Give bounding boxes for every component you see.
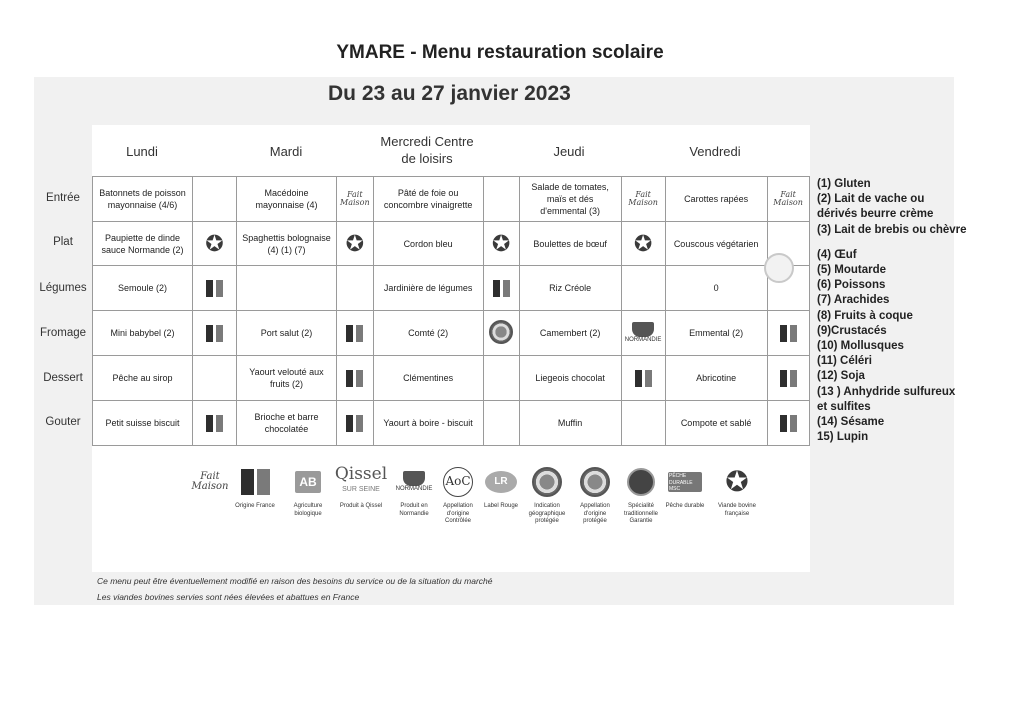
menu-cell: Petit suisse biscuit <box>93 401 193 446</box>
row-label-fromage: Fromage <box>39 327 87 339</box>
menu-cell-icons <box>337 266 374 311</box>
menu-cell: Batonnets de poisson mayonnaise (4/6) <box>93 177 193 222</box>
menu-cell-icons <box>193 222 237 266</box>
menu-row-fromage <box>93 311 810 356</box>
menu-cell-icons <box>193 356 237 401</box>
day-header-jeudi: Jeudi <box>553 144 585 159</box>
aoc-icon: AoC <box>443 467 473 497</box>
menu-cell: Liegeois chocolat <box>519 356 621 401</box>
menu-cell-icons <box>483 222 519 266</box>
menu-cell-icons <box>483 311 519 356</box>
allergen-item: (5) Moutarde <box>817 264 886 277</box>
origine-france-icon <box>635 370 652 387</box>
day-header-mercredi: Mercredi Centre de loisirs <box>380 134 474 166</box>
viande-bovine-francaise-icon: ✪ <box>345 230 365 256</box>
menu-cell: Clémentines <box>373 356 483 401</box>
menu-cell-icons <box>621 266 665 311</box>
menu-cell: Camembert (2) <box>519 311 621 356</box>
legend-qissel: Qissel SUR SEINE Produit à Qissel <box>334 464 388 509</box>
legend-aoc: AoC Appellation d'origine Contrôlée <box>436 463 480 526</box>
menu-cell-icons <box>337 356 374 401</box>
legend-stg: Spécialité traditionnelle Garantie <box>618 463 664 526</box>
menu-cell-icons <box>767 356 809 401</box>
origine-france-icon <box>241 469 270 495</box>
day-header-lundi: Lundi <box>126 144 158 159</box>
igp-icon <box>532 467 562 497</box>
menu-cell-icons <box>621 177 665 222</box>
legend-origine-france: Origine France <box>232 463 278 511</box>
legend-label-rouge: LR Label Rouge <box>480 463 522 511</box>
menu-cell: Mini babybel (2) <box>93 311 193 356</box>
allergen-item: (2) Lait de vache ou dérivés beurre crème <box>817 193 934 221</box>
menu-cell: Spaghettis bolognaise (4) (1) (7) <box>237 222 337 266</box>
menu-cell-icons <box>193 266 237 311</box>
origine-france-icon <box>780 325 797 342</box>
menu-cell: Carottes rapées <box>665 177 767 222</box>
normandie-icon: NORMANDIE <box>396 471 433 493</box>
week-dates: Du 23 au 27 janvier 2023 <box>328 82 571 105</box>
aop-icon <box>489 320 513 344</box>
menu-cell <box>237 266 337 311</box>
allergen-item: (7) Arachides <box>817 294 890 307</box>
day-header-vendredi: Vendredi <box>689 144 741 159</box>
menu-cell-icons <box>483 401 519 446</box>
allergen-item: (8) Fruits à coque <box>817 309 913 322</box>
stg-icon <box>627 468 655 496</box>
menu-cell-icons <box>337 222 374 266</box>
menu-cell: Pâté de foie ou concombre vinaigrette <box>373 177 483 222</box>
allergen-list <box>817 177 967 445</box>
viande-bovine-francaise-icon: ✪ <box>205 230 224 256</box>
allergen-item: 15) Lupin <box>817 431 869 444</box>
origine-france-icon <box>346 370 363 387</box>
row-label-plat: Plat <box>53 236 73 248</box>
day-header-mardi: Mardi <box>269 144 303 159</box>
menu-cell: 0 <box>665 266 767 311</box>
viande-bovine-francaise-icon: ✪ <box>725 466 749 497</box>
fait-maison-icon: Fait Maison <box>628 189 658 207</box>
row-label-legumes: Légumes <box>39 282 87 294</box>
viande-bovine-francaise-icon: ✪ <box>491 230 511 256</box>
menu-cell: Cordon bleu <box>373 222 483 266</box>
menu-cell: Jardinière de légumes <box>373 266 483 311</box>
menu-cell: Macédoine mayonnaise (4) <box>237 177 337 222</box>
menu-cell-icons <box>483 177 519 222</box>
legend-normandie: NORMANDIE Produit en Normandie <box>394 463 434 518</box>
origine-france-icon <box>206 325 223 342</box>
origine-france-icon <box>346 415 363 432</box>
msc-icon: PÊCHE DURABLE MSC <box>668 472 702 492</box>
allergen-item: (4) Œuf <box>817 248 857 261</box>
allergen-item: (3) Lait de brebis ou chèvre <box>817 223 967 236</box>
origine-france-icon <box>780 415 797 432</box>
menu-table <box>92 176 810 446</box>
menu-cell: Pêche au sirop <box>93 356 193 401</box>
origine-france-icon <box>493 280 510 297</box>
origine-france-icon <box>206 280 223 297</box>
menu-cell: Salade de tomates, maïs et dés d'emmental (3) <box>519 177 621 222</box>
fait-maison-icon: Fait Maison <box>191 471 229 492</box>
allergen-item: (6) Poissons <box>817 279 886 292</box>
allergen-item: (12) Soja <box>817 370 865 383</box>
menu-cell-icons <box>621 222 665 266</box>
menu-cell-icons <box>193 311 237 356</box>
viande-bovine-francaise-icon: ✪ <box>633 230 653 256</box>
legend-agriculture-bio: AB Agriculture biologique <box>284 463 332 518</box>
menu-cell-icons <box>767 311 809 356</box>
menu-cell: Comté (2) <box>373 311 483 356</box>
menu-cell: Riz Créole <box>519 266 621 311</box>
label-legend <box>186 463 786 533</box>
menu-cell-icons <box>767 177 809 222</box>
menu-cell-icons <box>483 266 519 311</box>
legend-igp: Indication géographique protégée <box>524 463 570 526</box>
row-label-dessert: Dessert <box>43 372 83 384</box>
menu-row-dessert <box>93 356 810 401</box>
menu-cell-icons <box>337 401 374 446</box>
footer-note: Ce menu peut être éventuellement modifié en raison des besoins du service ou de la situation du marché <box>97 576 493 586</box>
allergen-item: (9)Crustacés <box>817 324 887 337</box>
allergen-item: (1) Gluten <box>817 178 871 190</box>
menu-row-entree <box>93 177 810 222</box>
menu-cell-icons <box>193 401 237 446</box>
normandie-icon: NORMANDIE <box>625 322 662 344</box>
aop-icon <box>580 467 610 497</box>
menu-cell: Abricotine <box>665 356 767 401</box>
menu-cell: Muffin <box>519 401 621 446</box>
origine-france-icon <box>780 370 797 387</box>
menu-cell: Paupiette de dinde sauce Normande (2) <box>93 222 193 266</box>
menu-cell: Semoule (2) <box>93 266 193 311</box>
footer-note: Les viandes bovines servies sont nées élevées et abattues en France <box>97 592 360 602</box>
allergen-item: (13 ) Anhydride sulfureux et sulfites <box>817 385 956 413</box>
menu-row-gouter <box>93 401 810 446</box>
allergen-item: (10) Mollusques <box>817 340 904 353</box>
menu-cell: Yaourt velouté aux fruits (2) <box>237 356 337 401</box>
row-label-entree: Entrée <box>46 192 80 204</box>
menu-cell-icons <box>621 311 665 356</box>
menu-cell-icons <box>621 356 665 401</box>
menu-cell: Brioche et barre chocolatée <box>237 401 337 446</box>
legend-aop: Appellation d'origine protégée <box>572 463 618 526</box>
menu-cell-icons <box>193 177 237 222</box>
menu-cell-icons <box>337 311 374 356</box>
menu-cell: Emmental (2) <box>665 311 767 356</box>
menu-cell: Compote et sablé <box>665 401 767 446</box>
legend-peche-durable: PÊCHE DURABLE MSC Pêche durable <box>665 473 705 509</box>
fait-maison-icon: Fait Maison <box>773 189 803 207</box>
origine-france-icon <box>346 325 363 342</box>
page-title: YMARE - Menu restauration scolaire <box>336 42 664 63</box>
menu-cell-icons <box>767 401 809 446</box>
menu-row-legumes <box>93 266 810 311</box>
menu-cell-icons <box>621 401 665 446</box>
qissel-logo-icon: Qissel SUR SEINE <box>334 464 388 493</box>
menu-cell: Couscous végétarien <box>665 222 767 266</box>
label-rouge-icon: LR <box>485 471 517 493</box>
fait-maison-icon: Fait Maison <box>340 189 370 207</box>
ab-icon: AB <box>295 471 321 493</box>
menu-cell: Port salut (2) <box>237 311 337 356</box>
menu-row-plat <box>93 222 810 266</box>
menu-cell-icons <box>337 177 374 222</box>
allergen-item: (14) Sésame <box>817 416 885 429</box>
vegetarian-leaf-icon <box>764 253 794 283</box>
allergen-item: (11) Céléri <box>817 355 872 368</box>
legend-viande-bovine: ✪ Viande bovine française <box>718 466 756 517</box>
menu-cell-icons <box>483 356 519 401</box>
menu-cell: Yaourt à boire - biscuit <box>373 401 483 446</box>
origine-france-icon <box>206 415 223 432</box>
row-label-gouter: Gouter <box>45 416 81 428</box>
menu-cell: Boulettes de bœuf <box>519 222 621 266</box>
legend-fait-maison <box>186 463 234 501</box>
